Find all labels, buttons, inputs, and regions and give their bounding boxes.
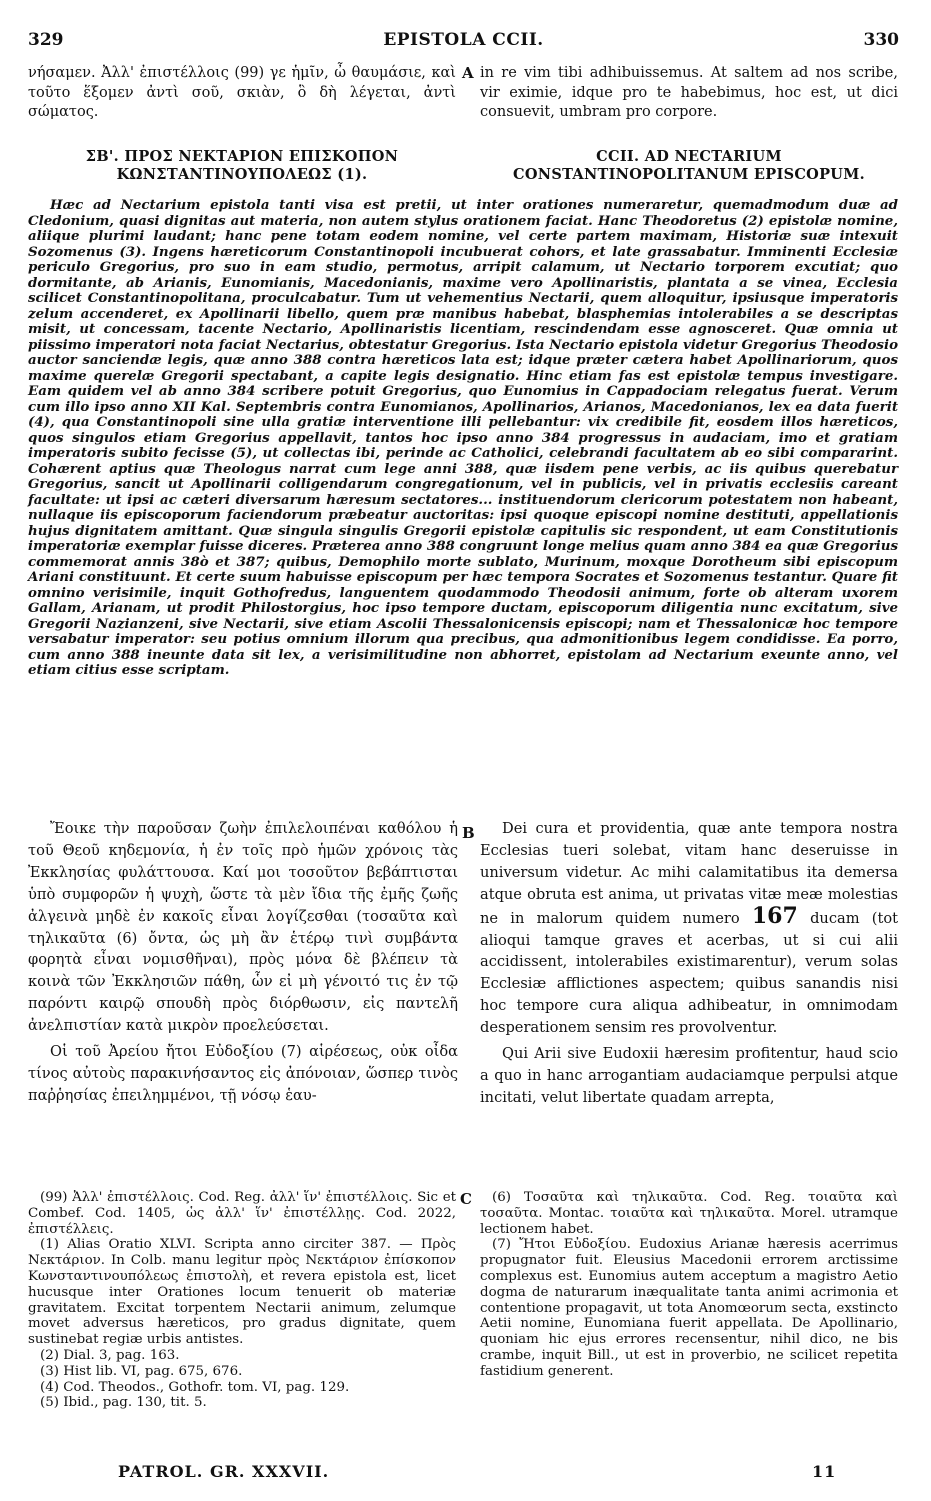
footnote: (7) Ἤτοι Εὐδοξίου. Eudoxius Arianæ hæresis acerrimus propugnator fuit. Eleusius Macedonii errorem arctissime complexus est. Eunomius autem acceptum a magistro Aetio dogma de naturarum inæqualitate tanta animi acrimonia et contentione propagavit, ut tota Anomœorum secta, exstincto Aetii nomine, Eunomiana fuerit appellata. De Apollinario, quoniam hic ejus errores recensentur, nihil dico, ne bis crambe, inquit Bill., ut est in proverbio, ne scilicet repetita fastidium generent.	[480, 1237, 898, 1379]
greek-paragraph-1: Ἔοικε τὴν παροῦσαν ζωὴν ἐπιλελοιπέναι καθόλου ἡ τοῦ Θεοῦ κηδεμονία, ἡ ἐν τοῖς πρὸ ἡμῶν χρόνοις τὰς Ἐκκλησίας φυλάττουσα. Καί μοι τοσοῦτον βεβάπτισται ὑπὸ συμφορῶν ἡ ψυχὴ, ὥστε τὰ μὲν ἴδια τῆς ἐμῆς ζωῆς ἀλγεινὰ μηδὲ ἐν κακοῖς εἶναι λογίζεσθαι (τοσαῦτα καὶ τηλικαῦτα (6) ὄντα, ὡς μὴ ἂν ἑτέρῳ τινὶ συμβάντα φορητὰ εἶναι νομισθῆναι), πρὸς μόνα δὲ βλέπειν τὰ κοινὰ τῶν Ἐκκλησιῶν πάθη, ὧν εἰ μὴ γένοιτό τις ἐν τῷ παρόντι καιρῷ σπουδὴ πρὸς διόρθωσιν, εἰς παντελῆ ἀνελπιστίαν κατὰ μικρὸν προελεύσεται.	[28, 820, 458, 1035]
footnote: (99) Ἀλλ' ἐπιστέλλοις. Cod. Reg. ἀλλ' ἵν' ἐπιστέλλοις. Sic et Combef. Cod. 1405, ὡς ἀλλ' ἵν' ἐπιστέλλῃς. Cod. 2022, ἐπιστέλλεις.	[28, 1190, 456, 1237]
footnotes-right	[480, 1190, 898, 1380]
right-page-number: 330	[863, 30, 899, 50]
footnote: (2) Dial. 3, pag. 163.	[40, 1347, 180, 1363]
inline-page-number: 167	[751, 902, 798, 929]
footer-series: PATROL. GR. XXXVII.	[118, 1462, 330, 1481]
latin-paragraph-1-start: Dei cura et providentia, quæ ante tempora nostra Ecclesias tueri solebat, vitam hanc deseruisse in universum videtur. Ac mihi calamitatibus ita demersa atque obruta est anima, ut privatas vitæ meæ molestias ne in malorum quidem numero	[480, 820, 898, 927]
latin-title: CCII. AD NECTARIUM CONSTANTINOPOLITANUM EPISCOPUM.	[513, 148, 865, 183]
greek-title: ΣΒ'. ΠΡΟΣ ΝΕΚΤΑΡΙΟΝ ΕΠΙΣΚΟΠΟΝ ΚΩΝΣΤΑΝΤΙΝΟΥΠΟΛΕΩΣ (1).	[85, 148, 399, 183]
intro-argument	[28, 198, 898, 679]
footnote: (4) Cod. Theodos., Gothofr. tom. VI, pag. 129.	[40, 1379, 350, 1395]
footnote: (1) Alias Oratio XLVI. Scripta anno circiter 387. — Πρὸς Νεκτάριον. In Colb. manu legitur πρὸς Νεκτάριον ἐπίσκοπον Κωνσταντινουπόλεως ἐπιστολὴ, et revera epistola est, licet hucusque inter Orationes locum tenuerit ob materiæ gravitatem. Excitat torpentem Nectarii animum, zelumque movet adversus hæreticos, pro gradus dignitate, quem sustinebat regiæ urbis antistes.	[28, 1237, 456, 1348]
latin-paragraph-2: Qui Arii sive Eudoxii hæresim profitentur, haud scio a quo in hanc arrogantiam audaciamque perpulsi atque incitati, velut libertate quadam arrepta,	[480, 1045, 898, 1106]
footnote: (5) Ibid., pag. 130, tit. 5.	[40, 1395, 207, 1411]
greek-body	[28, 818, 458, 1107]
marker-a: A	[462, 64, 474, 82]
latin-paragraph-1	[480, 818, 898, 1039]
footnote: (3) Hist lib. VI, pag. 675, 676.	[40, 1363, 243, 1379]
marker-c: C	[460, 1190, 472, 1208]
intro-paragraph: Hæc ad Nectarium epistola tanti visa est pretii, ut inter orationes numeraretur, quemadmodum duæ ad Cledonium, quasi dignitas aut materia, non autem stylus orationem faciat. Hanc Theodoretus (2) epistolæ nomine, aliique plurimi laudant; hanc pene totam eodem nomine, vel certe partem maximam, Historiæ suæ intexuit Sozomenus (3). Ingens hæreticorum Constantinopoli incubuerat cohors, et late grassabatur. Imminenti Ecclesiæ periculo Gregorius, pro suo in eam studio, permotus, arripit calamum, ut Nectario torporem excutiat; quo dormitante, ab Arianis, Eunomianis, Macedonianis, maxime vero Apollinaristis, plantata a se vinea, Ecclesia scilicet Constantinopolitana, proculcabatur. Tum ut vehementius Nectarii, quem alloquitur, ipsiusque imperatoris zelum accenderet, ex Apollinarii libello, quem præ manibus habebat, blasphemias intolerabiles a se descriptas misit, ut concessam, tacente Nectario, Apollinaristis licentiam, rescindendam esse agnosceret. Quæ omnia ut piissimo imperatori nota faciat Nectarius, obtestatur Gregorius. Ista Nectario epistola videtur Gregorius Theodosio auctor sanciendæ legis, quæ anno 388 contra hæreticos lata est; idque præter cætera habet Apollinariorum, quos maxime querelæ Gregorii spectabant, a capite legis designatio. Hinc etiam fas est epistolæ tempus investigare. Eam quidem vel ab anno 384 scribere potuit Gregorius, quo Eunomius in Cappadociam relegatus fuerat. Verum cum illo ipso anno XII Kal. Septembris contra Eunomianos, Apollinarios, Arianos, Macedonianos, lex ea data fuerit (4), qua Constantinopoli sine ulla gratiæ interventione illi pellebantur: vix credibile fit, eosdem illos hæreticos, quos singulos etiam Gregorius appellavit, tantos hoc ipso anno 384 progressus in audaciam, imo et gratiam imperatoris subito fecisse (5), ut collectas ibi, perinde ac Catholici, celebrandi facultatem ab eo sibi compararint. Cohærent aptius quæ Theologus narrat cum lege anni 388, quæ iisdem pene verbis, ac iis quibus querebatur Gregorius, sancit ut Apollinarii colligendarum congregationum, vel in publicis, vel in privatis ecclesiis careant facultate: ut ipsi ac cæteri diversarum hæresum sectatores... instituendorum clericorum potestatem non habeant, nullaque iis episcoporum faciendorum præbeatur auctoritas: ipsi quoque episcopi nomine destituti, appellationis hujus dignitatem amittant. Quæ singula singulis Gregorii epistolæ capitulis sic respondent, ut eam Constitutionis imperatoriæ exemplar fuisse diceres. Præterea anno 388 congruunt longe melius quam anno 384 ea quæ Gregorius commemorat annis 38ò et 387; quibus, Demophilo morte sublato, Murinum, moxque Dorotheum sibi episcopum Ariani constituunt. Et certe suum habuisse episcopum per hæc tempora Socrates et Sozomenus testantur. Quare fit omnino verisimile, inquit Gothofredus, languentem quodammodo Theodosii animum, forte ob alteram uxorem Gallam, Arianam, ut prodit Philostorgius, hoc ipso tempore ductam, episcoporum diligentia nunc excitatum, sive Gregorii Nazianzeni, sive Nectarii, sive etiam Ascolii Thessalonicensis episcopi; nam et Thessalonicæ hoc tempore versabatur imperator: seu potius omnium illorum qua precibus, qua admonitionibus legem condidisse. Ea porro, cum anno 388 ineunte data sit lex, a verisimilitudine non abhorret, epistolam ad Nectarium exeunte anno, vel etiam citius esse scriptam.	[28, 197, 898, 678]
latin-paragraph-1-end: ducam (tot alioqui tamque graves et acerbas, ut si cui alii accidissent, intolerabiles existimarentur), verum solas Ecclesiæ afflictiones aspectem; quibus sanandis nisi hoc tempore cura aliqua adhibeatur, in omnimodam desperationem sensim res provolventur.	[480, 909, 898, 1037]
page-header	[28, 30, 899, 52]
marker-b: B	[462, 824, 475, 842]
footer-signature: 11	[812, 1462, 837, 1481]
footnote: (6) Τοσαῦτα καὶ τηλικαῦτα. Cod. Reg. τοιαῦτα καὶ τοσαῦτα. Montac. τοιαῦτα καὶ τηλικαῦτα. Morel. utramque lectionem habet.	[480, 1190, 898, 1237]
running-title: EPISTOLA CCII.	[383, 30, 544, 50]
top-greek-text: νήσαμεν. Ἀλλ' ἐπιστέλλοις (99) γε ἡμῖν, ὦ θαυμάσιε, καὶ τοῦτο ἕξομεν ἀντὶ σοῦ, σκιὰν, ὃ δὴ λέγεται, ἀντὶ σώματος.	[28, 65, 456, 121]
left-page-number: 329	[28, 30, 64, 50]
greek-paragraph-2: Οἱ τοῦ Ἀρείου ἤτοι Εὐδοξίου (7) αἱρέσεως, οὐκ οἶδα τίνος αὐτοὺς παρακινήσαντος εἰς ἀπόνοιαν, ὥσπερ τινὸς παῤῥησίας ἐπειλημμένοι, τῇ νόσῳ ἑαυ-	[28, 1043, 458, 1104]
top-latin-text: in re vim tibi adhibuissemus. At saltem ad nos scribe, vir eximie, idque pro te habebimus, hoc est, ut dici consuevit, umbram pro corpore.	[480, 65, 898, 121]
footnotes-left	[28, 1190, 456, 1411]
latin-body	[480, 818, 898, 1109]
